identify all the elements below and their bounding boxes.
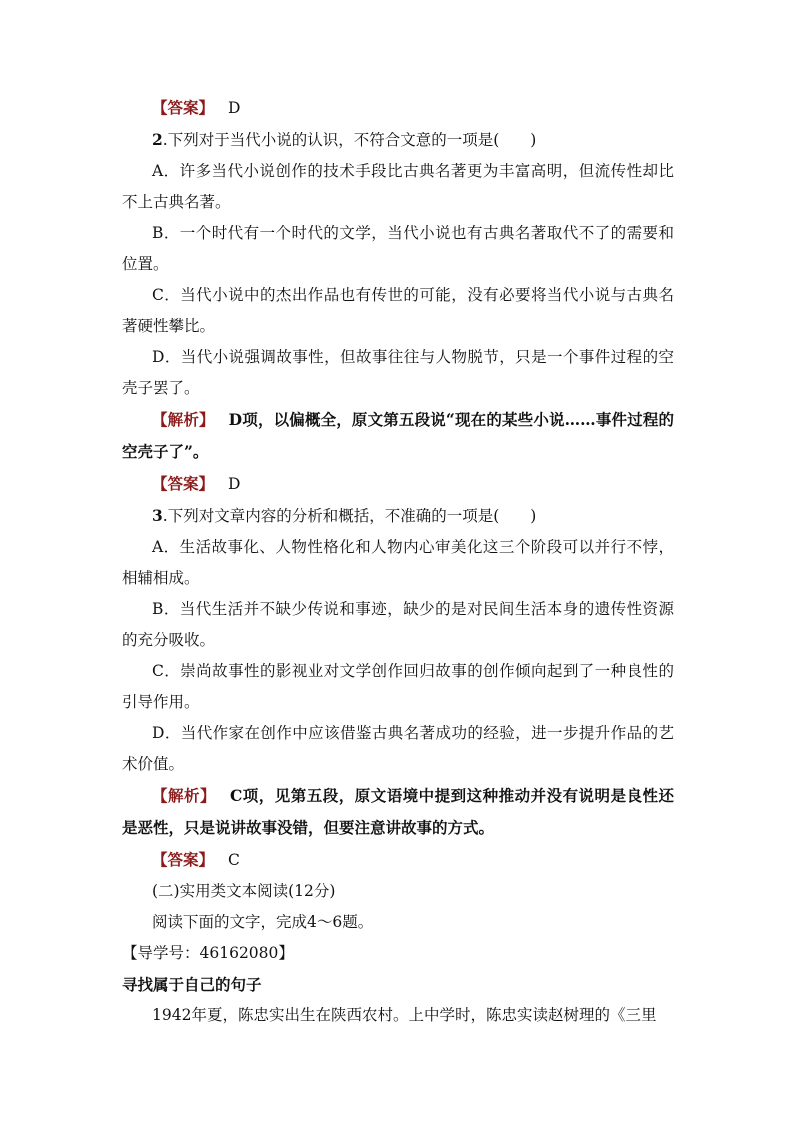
option-text: A．许多当代小说创作的技术手段比古典名著更为丰富高明，但流传性却比不上古典名著。 [122, 162, 674, 211]
guide-number [122, 938, 674, 969]
answer-option [122, 156, 674, 218]
answer-line [122, 844, 674, 876]
answer-option [122, 656, 674, 718]
question-number: 2 [152, 130, 163, 149]
option-text: A．生活故事化、人物性格化和人物内心审美化这三个阶段可以并行不悖，相辅相成。 [122, 538, 674, 587]
section-text [122, 907, 674, 938]
option-text: D．当代小说强调故事性，但故事往往与人物脱节，只是一个事件过程的空壳子罢了。 [122, 348, 674, 397]
section-text-content: 阅读下面的文字，完成4～6题。 [152, 913, 374, 931]
option-text: B．一个时代有一个时代的文学，当代小说也有古典名著取代不了的需要和位置。 [122, 224, 674, 273]
answer-line [122, 92, 674, 124]
answer-line [122, 468, 674, 500]
answer-option [122, 280, 674, 342]
answer-tag: 【答案】 [152, 98, 215, 117]
question-text: .下列对于当代小说的认识，不符合文意的一项是( ) [162, 131, 537, 149]
question-text: .下列对文章内容的分析和概括，不准确的一项是( ) [162, 507, 537, 525]
answer-tag: 【答案】 [152, 474, 215, 493]
option-text: C．当代小说中的杰出作品也有传世的可能，没有必要将当代小说与古典名著硬性攀比。 [122, 286, 674, 335]
document-content [122, 92, 674, 1031]
answer-option [122, 532, 674, 594]
answer-tag: 【答案】 [152, 850, 215, 869]
analysis-tag: 【解析】 [152, 410, 215, 429]
analysis-text: D项，以偏概全，原文第五段说“现在的某些小说……事件过程的空壳子了”。 [122, 410, 674, 461]
analysis-text: C项，见第五段，原文语境中提到这种推动并没有说明是良性还是恶性，只是说讲故事没错，但要注意讲故事的方式。 [122, 786, 674, 837]
option-text: C．崇尚故事性的影视业对文学创作回归故事的创作倾向起到了一种良性的引导作用。 [122, 662, 674, 711]
answer-value: C [228, 851, 240, 869]
question-stem [122, 124, 674, 156]
analysis-line [122, 780, 674, 844]
article-paragraph-text: 1942年夏，陈忠实出生在陕西农村。上中学时，陈忠实读赵树理的《三里 [152, 1006, 657, 1024]
answer-option [122, 342, 674, 404]
guide-number-text: 【导学号：46162080】 [122, 944, 294, 962]
answer-option [122, 718, 674, 780]
answer-value: D [228, 99, 241, 117]
section-text-content: (二)实用类文本阅读(12分) [152, 882, 336, 900]
question-number: 3 [152, 506, 163, 525]
analysis-line [122, 404, 674, 468]
question-stem [122, 500, 674, 532]
option-text: B．当代生活并不缺少传说和事迹，缺少的是对民间生活本身的遗传性资源的充分吸收。 [122, 600, 674, 649]
section-text [122, 876, 674, 907]
article-title [122, 969, 674, 1000]
article-title-text: 寻找属于自己的句子 [122, 975, 262, 994]
option-text: D．当代作家在创作中应该借鉴古典名著成功的经验，进一步提升作品的艺术价值。 [122, 724, 674, 773]
article-paragraph [122, 1000, 674, 1031]
answer-option [122, 594, 674, 656]
answer-option [122, 218, 674, 280]
analysis-tag: 【解析】 [152, 786, 216, 805]
answer-value: D [228, 475, 241, 493]
